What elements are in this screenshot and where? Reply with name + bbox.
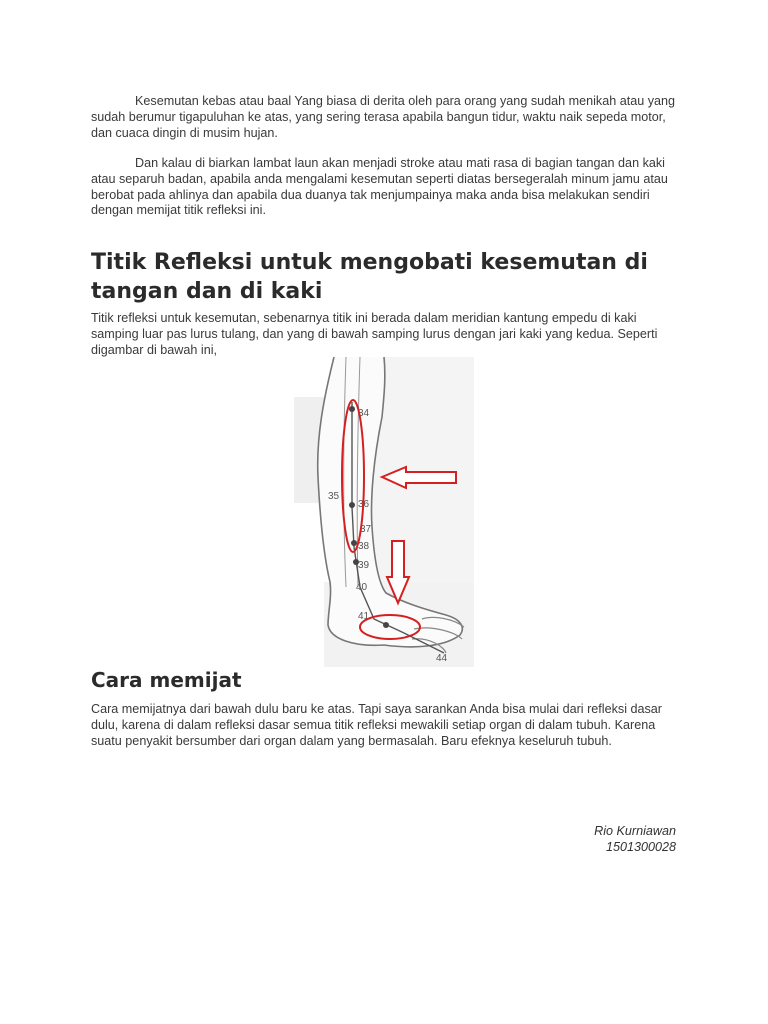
point-label: 37: [360, 524, 372, 535]
point-label: 34: [358, 408, 370, 419]
section2-body: Cara memijatnya dari bawah dulu baru ke atas. Tapi saya sarankan Anda bisa mulai dari refleksi dasar dulu, karena di dalam refleksi dasar semua titik refleksi mewakili setiap organ di dalam tubuh. Karena suatu penyakit bersumber dari organ dalam yang bermasalah. Baru efeknya keseluruh tubuh.: [91, 702, 662, 748]
point-label: 40: [356, 582, 368, 593]
signature-block: [594, 823, 676, 855]
leg-diagram-svg: [294, 357, 474, 667]
intro-paragraph-1-text: Kesemutan kebas atau baal Yang biasa di derita oleh para orang yang sudah menikah atau yang sudah berumur tigapuluhan ke atas, yang sering terasa apabila bangun tidur, waktu naik sepeda motor, dan cuaca dingin di musim hujan.: [91, 94, 676, 140]
author-id: 1501300028: [605, 840, 676, 854]
intro-paragraph-2-text: Dan kalau di biarkan lambat laun akan menjadi stroke atau mati rasa di bagian tangan dan kaki atau separuh badan, apabila anda mengalami kesemutan seperti diatas bersegeralah minum jamu atau berobat pada ahlinya dan apabila dua duanya tak menjumpainya maka anda bisa melakukan sendiri dengan memijat titik refleksi ini.: [91, 156, 668, 218]
acupoint-41: [383, 622, 389, 628]
acupoint-34: [349, 406, 355, 412]
section-heading-reflex-points: Titik Refleksi untuk mengobati kesemutan di tangan dan di kaki: [91, 250, 648, 304]
intro-paragraph-1: [91, 94, 683, 141]
section1-body: Titik refleksi untuk kesemutan, sebenarnya titik ini berada dalam meridian kantung empedu di kaki samping luar pas lurus tulang, dan yang di bawah samping lurus dengan jari kaki yang kedua. Seperti digambar di bawah ini,: [91, 311, 658, 357]
point-label: 44: [436, 653, 448, 664]
point-label: 38: [358, 541, 370, 552]
point-label: 41: [358, 611, 370, 622]
point-label: 36: [358, 499, 370, 510]
intro-paragraph-2: [91, 156, 683, 219]
point-label: 39: [358, 560, 370, 571]
leg-reflex-diagram: [294, 357, 474, 667]
section-heading-massage: Cara memijat: [91, 668, 242, 692]
acupoint-38: [351, 540, 357, 546]
point-label: 35: [328, 491, 340, 502]
acupoint-36: [349, 502, 355, 508]
author-name: Rio Kurniawan: [594, 824, 676, 838]
